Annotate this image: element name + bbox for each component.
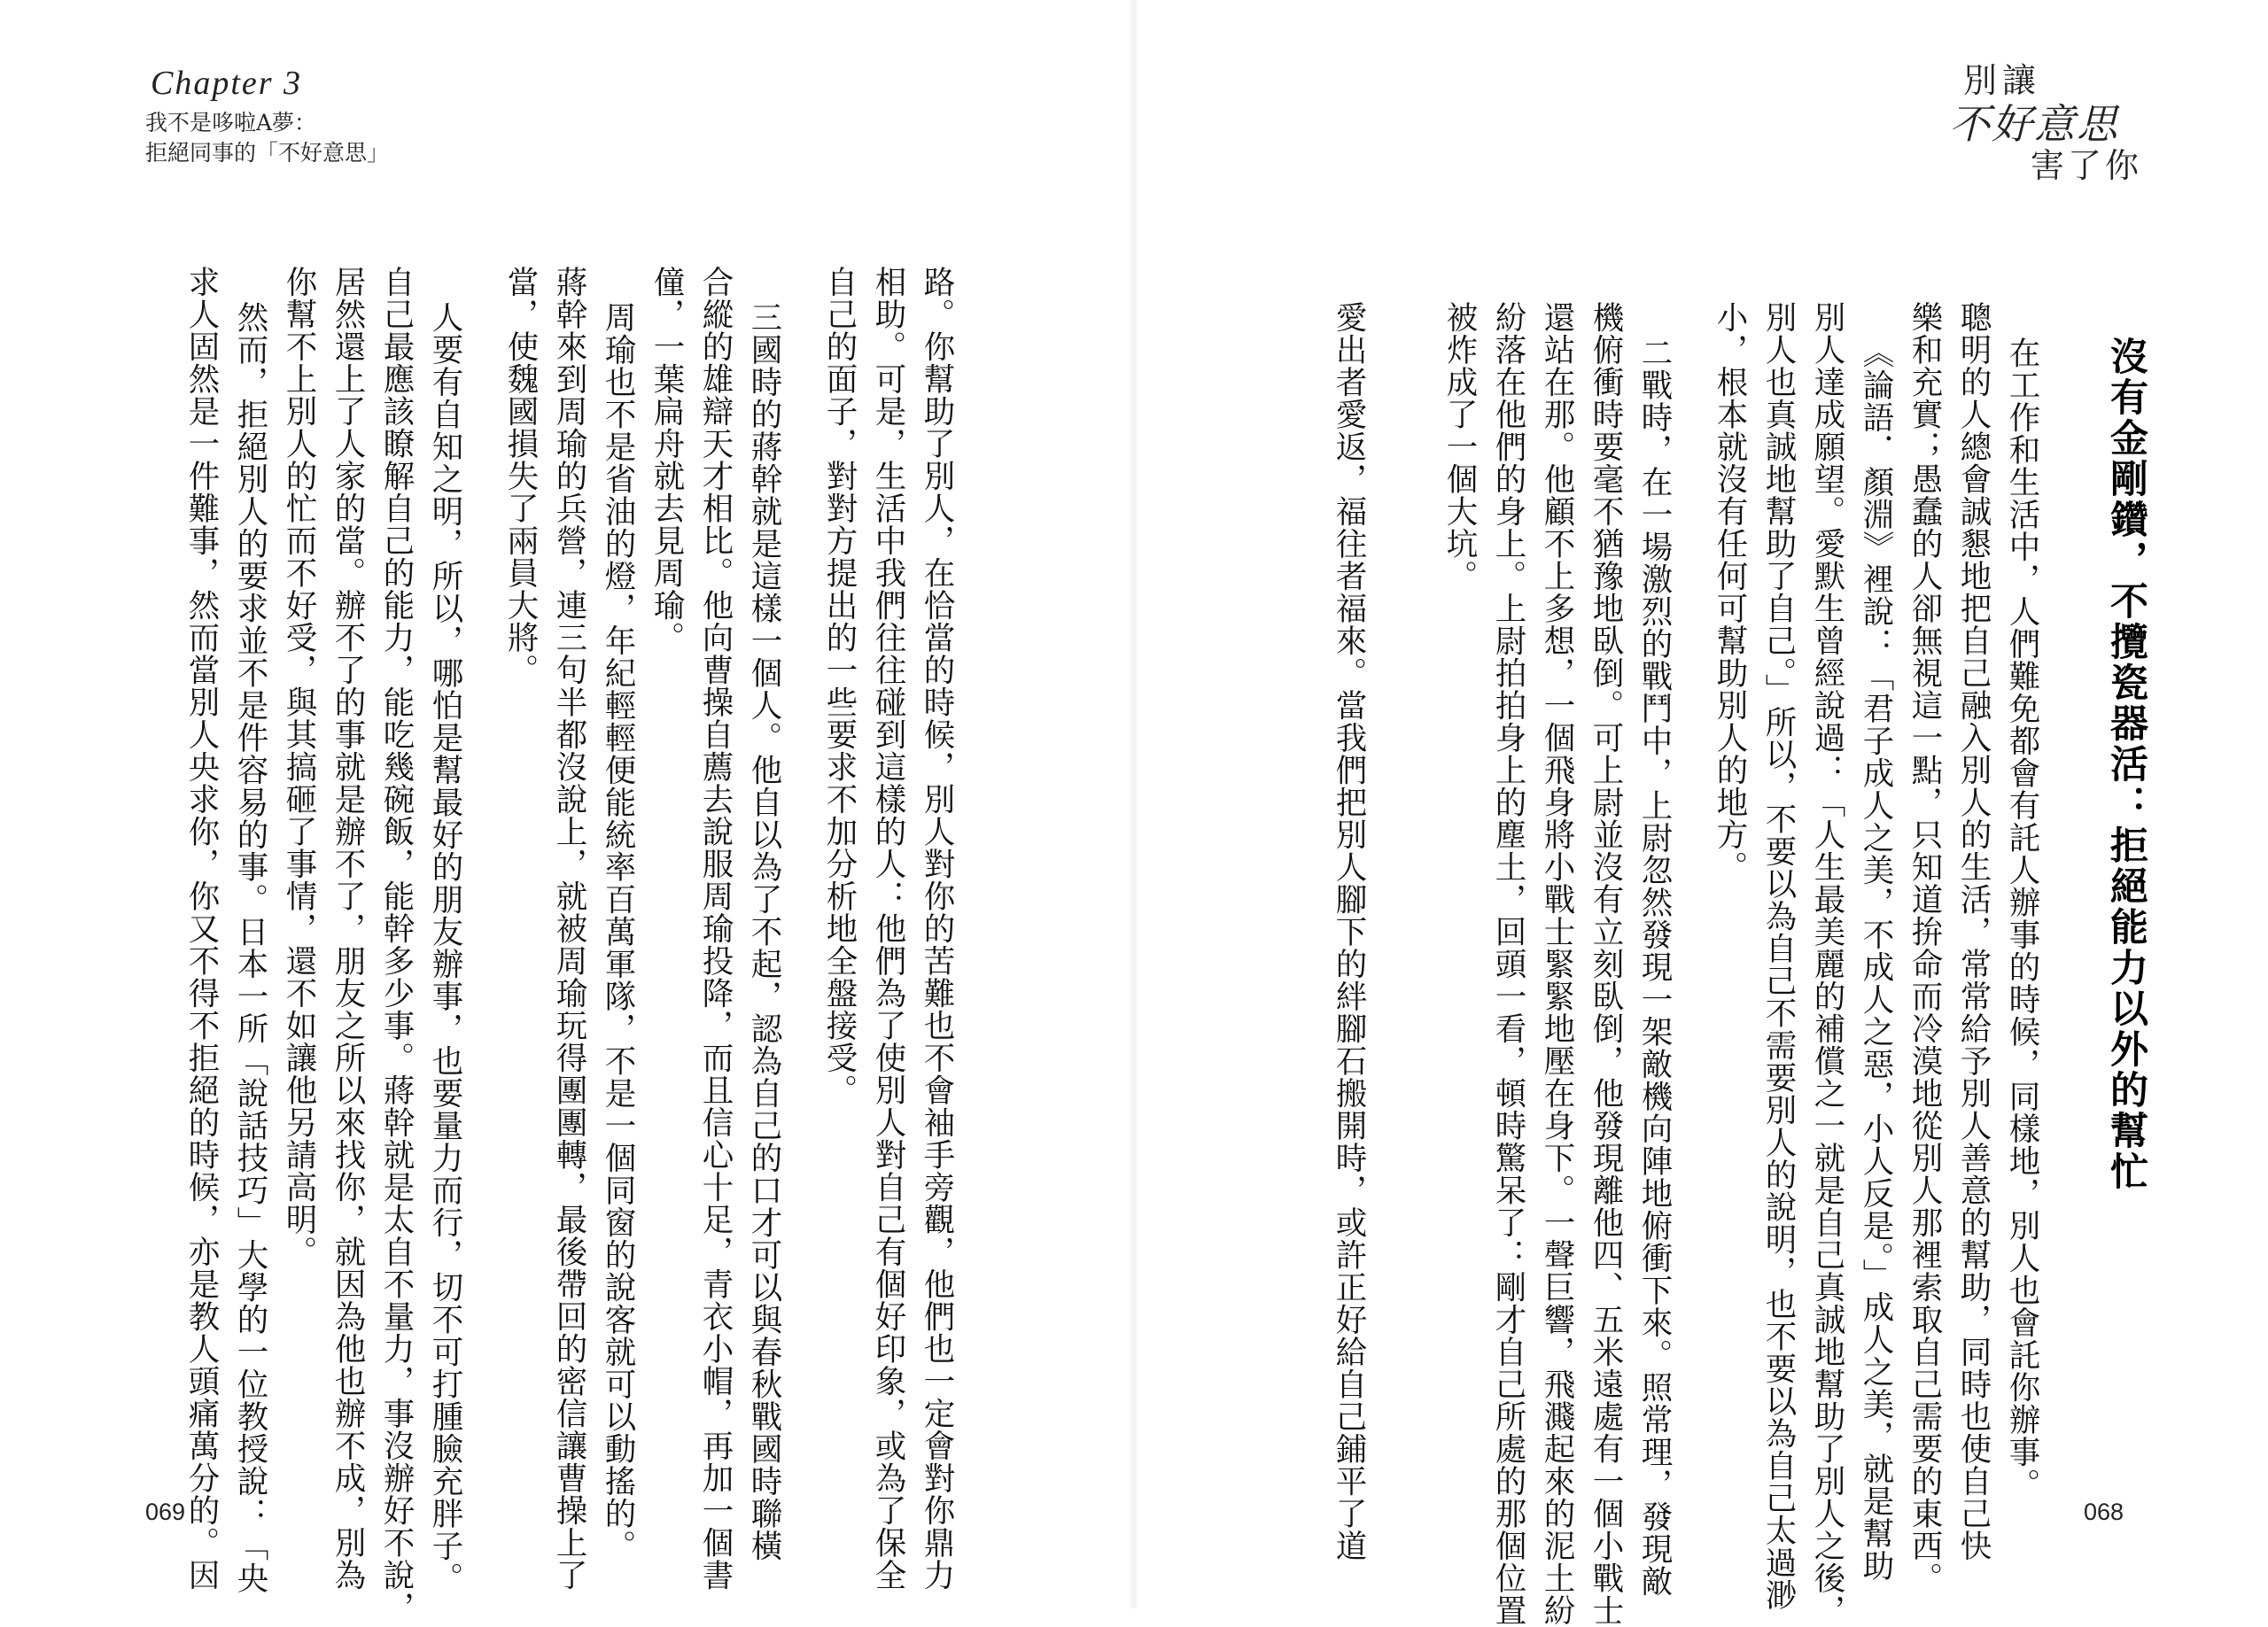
text-column: 還站在那。他顧不上多想，一個飛身將小戰士緊緊地壓在身下。一聲巨響，飛濺起來的泥土紛 xyxy=(1539,301,1575,1627)
text-column: 別人達成願望。愛默生曾經說過：「人生最美麗的補償之一就是自己真誠地幫助了別人之後， xyxy=(1809,301,1845,1627)
text-column: 自己最應該瞭解自己的能力，能吃幾碗飯，能幹多少事。蔣幹就是太自不量力，事沒辦好不說， xyxy=(378,266,415,1623)
text-column: 求人固然是一件難事，然而當別人央求你，你又不得不拒絕的時候，亦是教人頭痛萬分的。因 xyxy=(183,266,220,1592)
chapter-subtitle xyxy=(145,108,389,168)
text-column: 紛落在他們的身上。上尉拍拍身上的塵土，回頭一看，頓時驚呆了：剛才自己所處的那個位置 xyxy=(1490,301,1526,1627)
text-column: 在工作和生活中，人們難免都會有託人辦事的時候，同樣地，別人也會託你辦事。 xyxy=(2004,337,2040,1500)
text-column: 當，使魏國損失了兩員大將。 xyxy=(502,266,539,686)
text-column: 蔣幹來到周瑜的兵營，連三句半都沒說上，就被周瑜玩得團團轉，最後帶回的密信讓曹操上了 xyxy=(551,266,587,1592)
text-column: 被炸成了一個大坑。 xyxy=(1441,301,1478,593)
chapter-subtitle-line: 我不是哆啦A夢： xyxy=(145,110,317,136)
book-title-logo xyxy=(1949,53,2144,185)
chapter-label: Chapter 3 xyxy=(151,65,303,102)
text-column: 合縱的雄辯天才相比。他向曹操自薦去說服周瑜投降，而且信心十足，青衣小帽，再加一個書 xyxy=(697,266,734,1592)
text-column: 愛出者愛返，福往者福來。當我們把別人腳下的絆腳石搬開時，或許正好給自己鋪平了道 xyxy=(1331,301,1367,1562)
text-column: 三國時的蔣幹就是這樣一個人。他自以為了不起，認為自己的口才可以與春秋戰國時聯橫 xyxy=(746,301,782,1562)
text-column: 僮，一葉扁舟就去見周瑜。 xyxy=(649,266,685,654)
logo-line: 不好意思 xyxy=(1949,100,2119,148)
chapter-subtitle-line: 拒絕同事的「不好意思」 xyxy=(145,140,390,166)
text-column: 小，根本就沒有任何可幫助別人的地方。 xyxy=(1712,301,1748,883)
page-gutter xyxy=(1129,0,1139,1608)
text-column: 然而，拒絕別人的要求並不是件容易的事。日本一所「說話技巧」大學的一位教授說：「央 xyxy=(232,301,268,1594)
page-number-left: 069 xyxy=(145,1499,186,1525)
text-column: 聰明的人總會誠懇地把自己融入別人的生活，常常給予別人善意的幫助，同時也使自己快 xyxy=(1955,301,1992,1562)
logo-line: 別讓 xyxy=(1963,61,2042,100)
text-column: 相助。可是，生活中我們往往碰到這樣的人：他們為了使別人對自己有個好印象，或為了保全 xyxy=(870,266,906,1592)
text-column: 二戰時，在一場激烈的戰鬥中，上尉忽然發現一架敵機向陣地俯衝下來。照常理，發現敵 xyxy=(1636,337,1673,1598)
text-column: 機俯衝時要毫不猶豫地臥倒。可上尉並沒有立刻臥倒，他發現離他四、五米遠處有一個小戰士 xyxy=(1588,301,1624,1627)
text-column: 《論語．顏淵》裡說：「君子成人之美，不成人之惡，小人反是。」成人之美，就是幫助 xyxy=(1858,337,1894,1582)
text-column: 周瑜也不是省油的燈，年紀輕輕便能統率百萬軍隊，不是一個同窗的說客就可以動搖的。 xyxy=(600,301,636,1562)
logo-line: 害了你 xyxy=(2031,146,2143,185)
text-column: 你幫不上別人的忙而不好受，與其搞砸了事情，還不如讓他另請高明。 xyxy=(281,266,317,1268)
text-column: 路。你幫助了別人，在恰當的時候，別人對你的苦難也不會袖手旁觀，他們也一定會對你鼎力 xyxy=(919,266,955,1592)
text-column: 自己的面子，對對方提出的一些要求不加分析地全盤接受。 xyxy=(821,266,858,1106)
page-number-right: 068 xyxy=(2084,1499,2124,1525)
text-column: 樂和充實；愚蠢的人卻無視這一點，只知道拚命而冷漠地從別人那裡索取自己需要的東西。 xyxy=(1907,301,1943,1594)
section-heading: 沒有金剛鑽，不攬瓷器活：拒絕能力以外的幫忙 xyxy=(2104,337,2148,1192)
text-column: 居然還上了人家的當。辦不了的事就是辦不了，朋友之所以來找你，就因為他也辦不成，別為 xyxy=(330,266,366,1592)
text-column: 人要有自知之明，所以，哪怕是幫最好的朋友辦事，也要量力而行，切不可打腫臉充胖子。 xyxy=(427,301,463,1594)
text-column: 別人也真誠地幫助了自己。」所以，不要以為自己不需要別人的說明，也不要以為自己太過渺 xyxy=(1760,301,1797,1611)
